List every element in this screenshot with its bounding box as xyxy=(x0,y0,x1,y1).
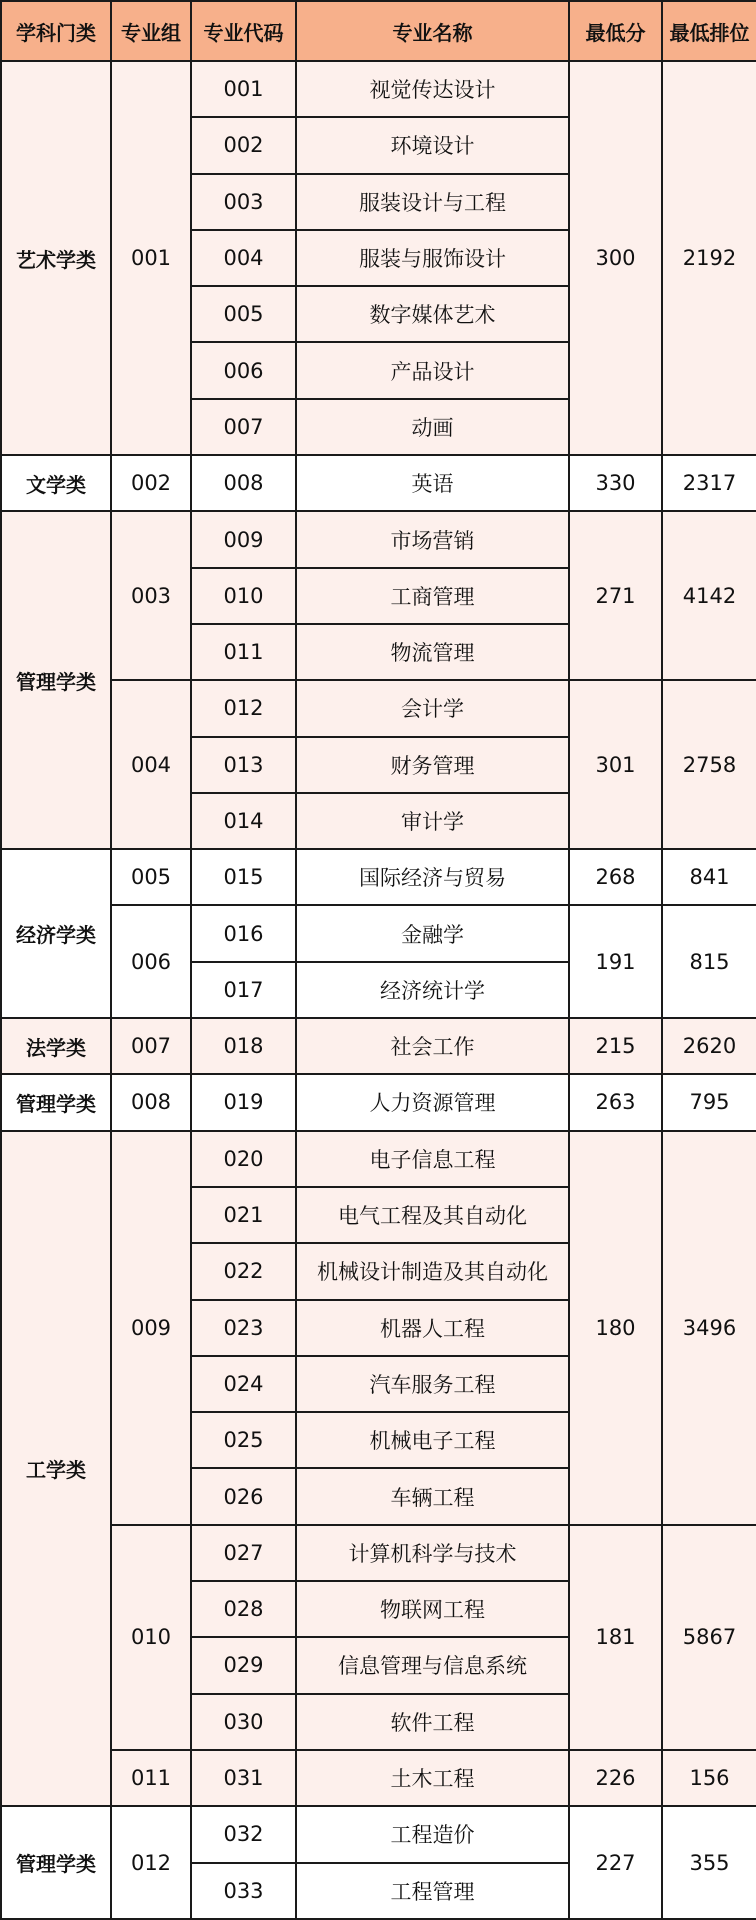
major-name-cell: 审计学 xyxy=(296,793,569,849)
major-name-cell: 机械设计制造及其自动化 xyxy=(296,1243,569,1299)
min-score-cell: 191 xyxy=(569,905,662,1018)
min-score-cell: 263 xyxy=(569,1074,662,1130)
code-cell: 031 xyxy=(191,1750,296,1806)
min-rank-cell: 2758 xyxy=(662,680,756,849)
code-cell: 019 xyxy=(191,1074,296,1130)
table-row xyxy=(1,680,756,736)
category-cell: 管理学类 xyxy=(1,1806,111,1919)
group-cell: 005 xyxy=(111,849,191,905)
group-cell: 011 xyxy=(111,1750,191,1806)
header-major-name: 专业名称 xyxy=(296,1,569,61)
code-cell: 018 xyxy=(191,1018,296,1074)
major-name-cell: 工商管理 xyxy=(296,568,569,624)
major-name-cell: 会计学 xyxy=(296,680,569,736)
major-name-cell: 物流管理 xyxy=(296,624,569,680)
group-cell: 002 xyxy=(111,455,191,511)
code-cell: 026 xyxy=(191,1468,296,1524)
group-cell: 001 xyxy=(111,61,191,455)
major-name-cell: 服装设计与工程 xyxy=(296,174,569,230)
table-row xyxy=(1,905,756,961)
min-rank-cell: 3496 xyxy=(662,1131,756,1525)
header-min-rank: 最低排位 xyxy=(662,1,756,61)
code-cell: 016 xyxy=(191,905,296,961)
min-score-cell: 300 xyxy=(569,61,662,455)
code-cell: 011 xyxy=(191,624,296,680)
group-cell: 010 xyxy=(111,1525,191,1750)
min-rank-cell: 156 xyxy=(662,1750,756,1806)
code-cell: 021 xyxy=(191,1187,296,1243)
major-name-cell: 软件工程 xyxy=(296,1694,569,1750)
code-cell: 022 xyxy=(191,1243,296,1299)
min-score-cell: 227 xyxy=(569,1806,662,1919)
code-cell: 029 xyxy=(191,1637,296,1693)
major-name-cell: 数字媒体艺术 xyxy=(296,286,569,342)
category-cell: 法学类 xyxy=(1,1018,111,1074)
table-row xyxy=(1,1806,756,1862)
min-score-cell: 215 xyxy=(569,1018,662,1074)
code-cell: 004 xyxy=(191,230,296,286)
header-group: 专业组 xyxy=(111,1,191,61)
code-cell: 012 xyxy=(191,680,296,736)
table-row xyxy=(1,1525,756,1581)
code-cell: 023 xyxy=(191,1300,296,1356)
min-rank-cell: 2192 xyxy=(662,61,756,455)
code-cell: 006 xyxy=(191,342,296,398)
category-cell: 文学类 xyxy=(1,455,111,511)
min-rank-cell: 815 xyxy=(662,905,756,1018)
code-cell: 027 xyxy=(191,1525,296,1581)
category-cell: 经济学类 xyxy=(1,849,111,1018)
major-name-cell: 工程造价 xyxy=(296,1806,569,1862)
min-rank-cell: 795 xyxy=(662,1074,756,1130)
code-cell: 030 xyxy=(191,1694,296,1750)
table-row xyxy=(1,1131,756,1187)
major-name-cell: 电子信息工程 xyxy=(296,1131,569,1187)
group-cell: 007 xyxy=(111,1018,191,1074)
major-name-cell: 市场营销 xyxy=(296,511,569,567)
group-cell: 004 xyxy=(111,680,191,849)
major-name-cell: 电气工程及其自动化 xyxy=(296,1187,569,1243)
major-name-cell: 汽车服务工程 xyxy=(296,1356,569,1412)
group-cell: 012 xyxy=(111,1806,191,1919)
code-cell: 032 xyxy=(191,1806,296,1862)
code-cell: 024 xyxy=(191,1356,296,1412)
table-row xyxy=(1,1750,756,1806)
code-cell: 002 xyxy=(191,117,296,173)
major-name-cell: 经济统计学 xyxy=(296,962,569,1018)
major-name-cell: 土木工程 xyxy=(296,1750,569,1806)
code-cell: 028 xyxy=(191,1581,296,1637)
category-cell: 艺术学类 xyxy=(1,61,111,455)
code-cell: 014 xyxy=(191,793,296,849)
code-cell: 008 xyxy=(191,455,296,511)
code-cell: 015 xyxy=(191,849,296,905)
code-cell: 017 xyxy=(191,962,296,1018)
table-row xyxy=(1,511,756,567)
code-cell: 025 xyxy=(191,1412,296,1468)
min-score-cell: 301 xyxy=(569,680,662,849)
major-name-cell: 信息管理与信息系统 xyxy=(296,1637,569,1693)
header-min-score: 最低分 xyxy=(569,1,662,61)
group-cell: 008 xyxy=(111,1074,191,1130)
min-rank-cell: 2620 xyxy=(662,1018,756,1074)
header-code: 专业代码 xyxy=(191,1,296,61)
group-cell: 009 xyxy=(111,1131,191,1525)
major-name-cell: 动画 xyxy=(296,399,569,455)
min-score-cell: 226 xyxy=(569,1750,662,1806)
major-name-cell: 车辆工程 xyxy=(296,1468,569,1524)
min-score-cell: 268 xyxy=(569,849,662,905)
code-cell: 010 xyxy=(191,568,296,624)
min-rank-cell: 4142 xyxy=(662,511,756,680)
major-name-cell: 金融学 xyxy=(296,905,569,961)
min-rank-cell: 5867 xyxy=(662,1525,756,1750)
table-row xyxy=(1,849,756,905)
header-category: 学科门类 xyxy=(1,1,111,61)
min-rank-cell: 841 xyxy=(662,849,756,905)
major-name-cell: 服装与服饰设计 xyxy=(296,230,569,286)
code-cell: 033 xyxy=(191,1863,296,1919)
major-name-cell: 社会工作 xyxy=(296,1018,569,1074)
major-name-cell: 产品设计 xyxy=(296,342,569,398)
major-name-cell: 视觉传达设计 xyxy=(296,61,569,117)
major-name-cell: 英语 xyxy=(296,455,569,511)
major-name-cell: 国际经济与贸易 xyxy=(296,849,569,905)
group-cell: 003 xyxy=(111,511,191,680)
min-score-cell: 330 xyxy=(569,455,662,511)
major-name-cell: 计算机科学与技术 xyxy=(296,1525,569,1581)
major-name-cell: 机械电子工程 xyxy=(296,1412,569,1468)
table-row xyxy=(1,1018,756,1074)
min-rank-cell: 355 xyxy=(662,1806,756,1919)
table-row xyxy=(1,1074,756,1130)
min-score-cell: 181 xyxy=(569,1525,662,1750)
table-row xyxy=(1,61,756,117)
header-row xyxy=(1,1,756,61)
category-cell: 管理学类 xyxy=(1,1074,111,1130)
min-rank-cell: 2317 xyxy=(662,455,756,511)
code-cell: 001 xyxy=(191,61,296,117)
code-cell: 005 xyxy=(191,286,296,342)
group-cell: 006 xyxy=(111,905,191,1018)
code-cell: 009 xyxy=(191,511,296,567)
major-name-cell: 人力资源管理 xyxy=(296,1074,569,1130)
major-name-cell: 机器人工程 xyxy=(296,1300,569,1356)
code-cell: 003 xyxy=(191,174,296,230)
code-cell: 013 xyxy=(191,737,296,793)
code-cell: 007 xyxy=(191,399,296,455)
min-score-cell: 180 xyxy=(569,1131,662,1525)
major-name-cell: 财务管理 xyxy=(296,737,569,793)
category-cell: 工学类 xyxy=(1,1131,111,1807)
major-name-cell: 工程管理 xyxy=(296,1863,569,1919)
table-row xyxy=(1,455,756,511)
major-name-cell: 环境设计 xyxy=(296,117,569,173)
category-cell: 管理学类 xyxy=(1,511,111,849)
code-cell: 020 xyxy=(191,1131,296,1187)
min-score-cell: 271 xyxy=(569,511,662,680)
major-name-cell: 物联网工程 xyxy=(296,1581,569,1637)
